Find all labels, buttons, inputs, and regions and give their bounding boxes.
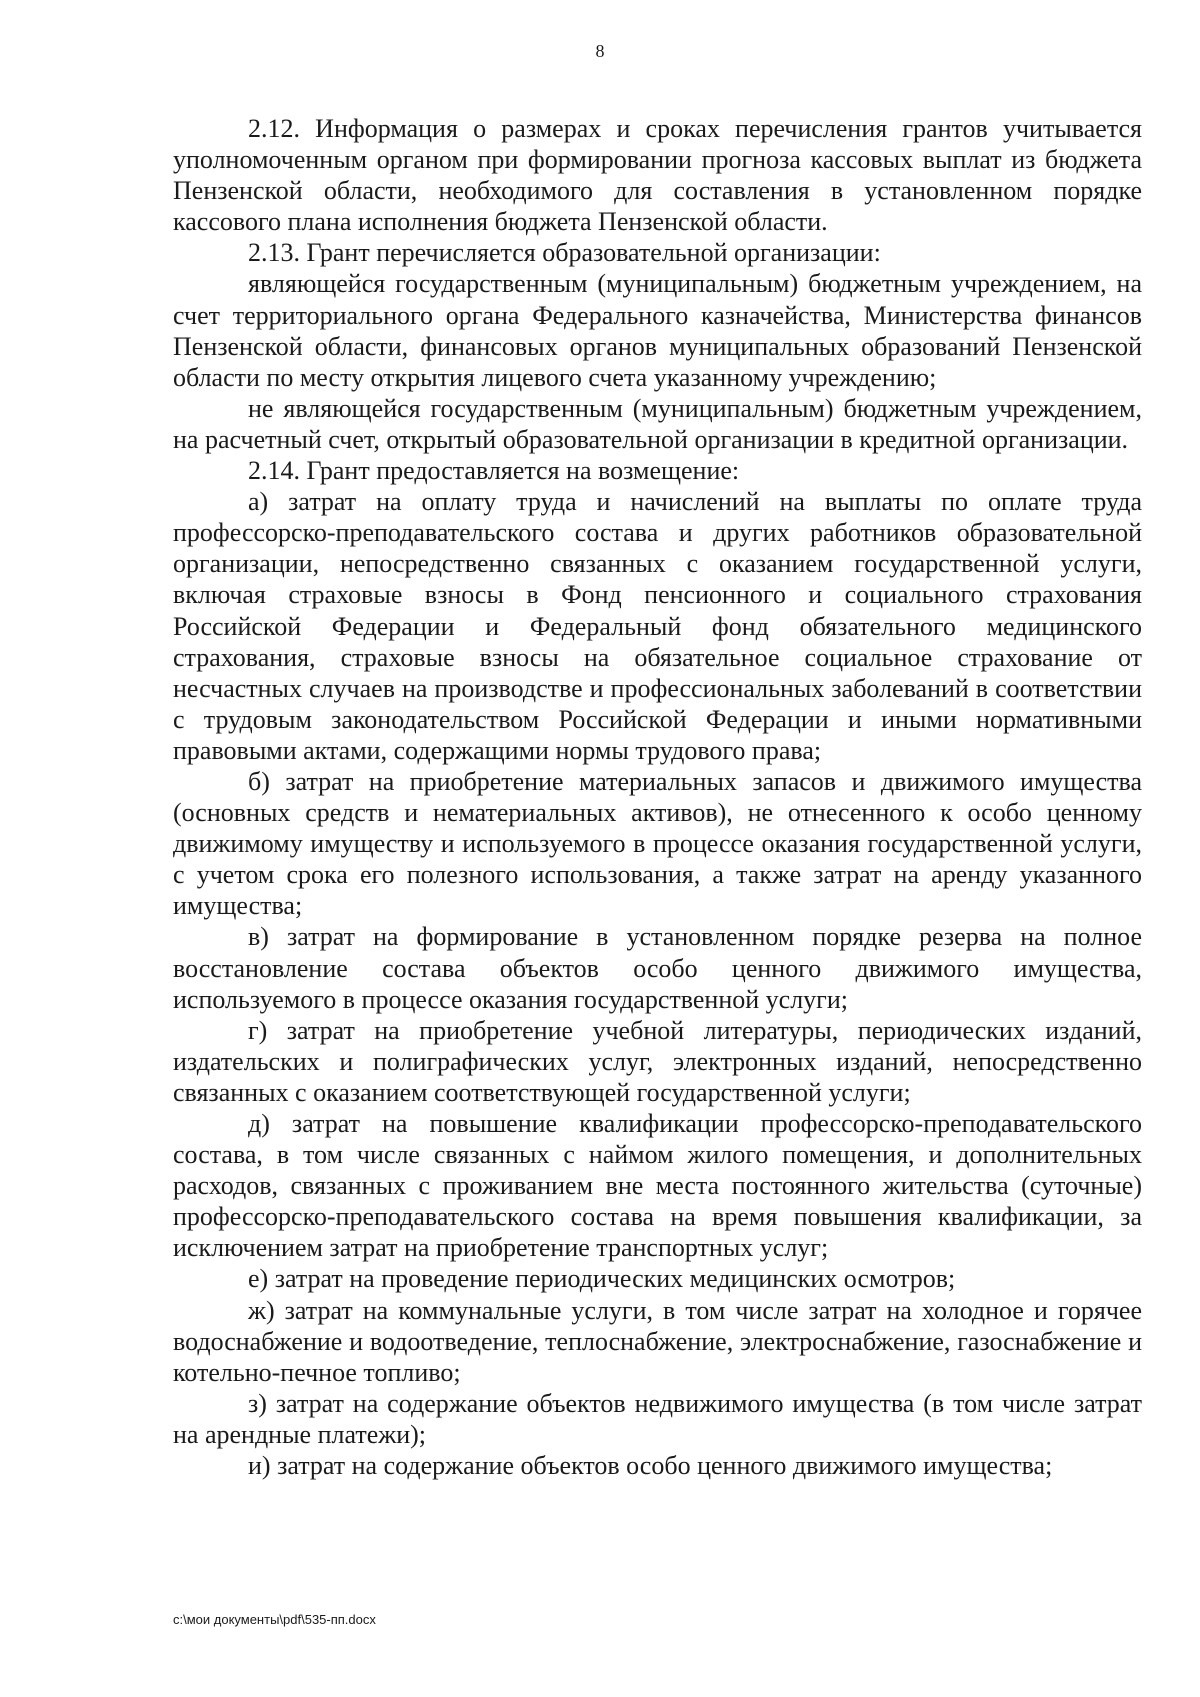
list-item-b: б) затрат на приобретение материальных запасов и движимого имущества (основных средств и нематериальных активов), не отнесенного к особо ценному движимому имуществу и используемого в процессе оказания государственной услуги, с учетом срока его полезного использования, а также затрат на аренду указанного имущества; <box>173 766 1142 921</box>
paragraph-2-14: 2.14. Грант предоставляется на возмещение: <box>248 456 740 486</box>
paragraph-2-13: 2.13. Грант перечисляется образовательной организации: <box>248 238 881 268</box>
footer-file-path: c:\мои документы\pdf\535-пп.docx <box>173 1612 376 1627</box>
list-item-v: в) затрат на формирование в установленном порядке резерва на полное восстановление состава объектов особо ценного движимого имущества, используемого в процессе оказания государственной услуги; <box>173 922 1142 1014</box>
list-item-z: з) затрат на содержание объектов недвижимого имущества (в том числе затрат на арендные платежи); <box>173 1388 1142 1449</box>
list-item-zh: ж) затрат на коммунальные услуги, в том числе затрат на холодное и горячее водоснабжение и водоотведение, теплоснабжение, электроснабжение, газоснабжение и котельно-печное топливо; <box>173 1295 1142 1387</box>
list-item-d: д) затрат на повышение квалификации профессорско-преподавательского состава, в том числе связанных с наймом жилого помещения, и дополнительных расходов, связанных с проживанием вне места постоянного жительства (суточные) профессорско-преподавательского состава на время повышения квалификации, за исключением затрат на приобретение транспортных услуг; <box>173 1109 1142 1263</box>
list-item-a: а) затрат на оплату труда и начислений на выплаты по оплате труда профессорско-преподавательского состава и других работников образовательной организации, непосредственно связанных с оказанием государственной услуги, включая страховые взносы в Фонд пенсионного и социального страхования Российской Федерации и Федеральный фонд обязательного медицинского страхования, страховые взносы на обязательное социальное страхование от несчастных случаев на производстве и профессиональных заболеваний в соответствии с трудовым законодательством Российской Федерации и иными нормативными правовыми актами, содержащими нормы трудового права; <box>173 487 1142 765</box>
list-item-e: е) затрат на проведение периодических медицинских осмотров; <box>248 1264 956 1294</box>
paragraph-budget-institution: являющейся государственным (муниципальным) бюджетным учреждением, на счет территориального органа Федерального казначейства, Министерства финансов Пензенской области, финансовых органов муниципальных образований Пензенской области по месту открытия лицевого счета указанному учреждению; <box>173 269 1142 392</box>
list-item-i: и) затрат на содержание объектов особо ценного движимого имущества; <box>248 1451 1053 1481</box>
list-item-g: г) затрат на приобретение учебной литературы, периодических изданий, издательских и полиграфических услуг, электронных изданий, непосредственно связанных с оказанием соответствующей государственной услуги; <box>173 1015 1142 1107</box>
paragraph-non-budget-institution: не являющейся государственным (муниципальным) бюджетным учреждением, на расчетный счет, открытый образовательной организации в кредитной организации. <box>173 393 1142 454</box>
page-number: 8 <box>595 41 605 61</box>
paragraph-2-12: 2.12. Информация о размерах и сроках перечисления грантов учитывается уполномоченным органом при формировании прогноза кассовых выплат из бюджета Пензенской области, необходимого для составления в установленном порядке кассового плана исполнения бюджета Пензенской области. <box>173 114 1142 237</box>
document-body <box>173 113 1142 1481</box>
